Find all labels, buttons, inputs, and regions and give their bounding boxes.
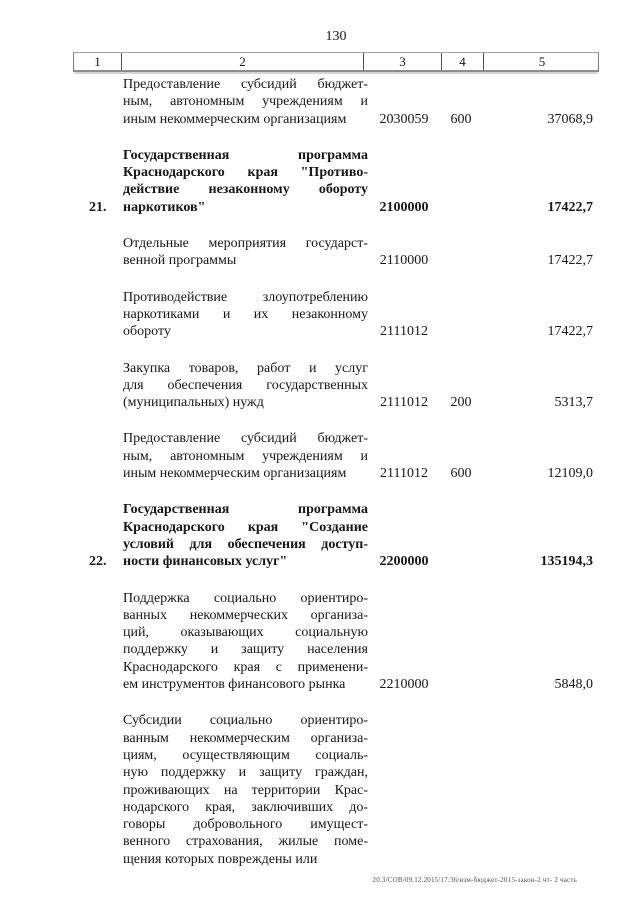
row-target-code: 2100000 <box>379 199 429 215</box>
description-line: ным, автономным учреждениям и <box>123 448 368 464</box>
description-line: иным некоммерческим организациям <box>123 466 347 482</box>
description-line: Краснодарского края "Противо- <box>123 165 368 181</box>
description-line: ванным некоммерческим организа- <box>123 730 368 746</box>
description-line: Государственная программа <box>123 147 368 163</box>
description-line: Предоставление субсидий бюджет- <box>123 77 368 92</box>
table-body <box>0 76 640 887</box>
description-line: циям, осуществляющим социаль- <box>123 747 368 763</box>
description-line: наркотиками и их незаконному <box>123 306 368 322</box>
description-line: ций, оказывающих социальную <box>123 625 368 641</box>
description-line: ным, автономным учреждениям и <box>123 94 368 110</box>
row-description <box>123 235 368 270</box>
row-amount: 135194,3 <box>540 554 593 570</box>
description-line: щения которых повреждены или <box>123 851 318 867</box>
description-line: условий для обеспечения доступ- <box>123 536 368 552</box>
row-amount: 5313,7 <box>554 395 593 411</box>
row-expense-type: 200 <box>450 395 472 411</box>
description-line: ности финансовых услуг" <box>123 554 288 570</box>
description-line: Поддержка социально ориентиро- <box>123 590 368 606</box>
table-row <box>0 147 640 216</box>
description-line: иным некоммерческим организациям <box>123 111 347 127</box>
description-line: нодарского края, заключивших до- <box>123 799 368 815</box>
description-line: действие незаконному обороту <box>123 182 368 198</box>
header-cell-3: 3 <box>363 53 441 70</box>
table-row <box>0 712 640 868</box>
row-description <box>123 501 368 570</box>
row-amount: 12109,0 <box>547 466 593 482</box>
description-line: Отдельные мероприятия государст- <box>123 236 368 252</box>
row-amount: 17422,7 <box>547 324 593 340</box>
description-line: ванных некоммерческих организа- <box>123 607 368 623</box>
table-row <box>0 76 640 128</box>
row-description <box>123 289 368 341</box>
row-target-code: 2210000 <box>379 677 429 693</box>
description-line: наркотиков" <box>123 199 206 215</box>
header-cell-1: 1 <box>94 54 101 69</box>
row-target-code: 2200000 <box>379 554 429 570</box>
description-line: венного страхования, жилые поме- <box>123 834 368 850</box>
footer-stamp: 20.3/СОВ/09.12.2015/17:36/изм-бюджет-2015-закон-2 чт- 2 часть <box>372 876 577 884</box>
row-number: 22. <box>89 554 107 570</box>
description-line: Субсидии социально ориентиро- <box>123 713 368 729</box>
row-amount: 5848,0 <box>554 677 593 693</box>
row-description <box>123 430 368 482</box>
row-description <box>123 590 368 694</box>
row-expense-type: 600 <box>450 111 472 127</box>
row-description <box>123 360 368 412</box>
table-row <box>0 430 640 482</box>
row-target-code: 2030059 <box>379 111 429 127</box>
description-line: ную поддержку и защиту граждан, <box>123 765 368 781</box>
table-column-header <box>73 52 599 72</box>
description-line: Краснодарского края "Создание <box>123 519 368 535</box>
row-target-code: 2111012 <box>380 395 428 411</box>
description-line: Закупка товаров, работ и услуг <box>123 360 368 376</box>
description-line: Государственная программа <box>123 502 368 518</box>
page-number: 130 <box>325 29 347 44</box>
description-line: Краснодарского края с применени- <box>123 659 368 675</box>
description-line: Противодействие злоупотреблению <box>123 289 368 305</box>
row-description <box>123 76 368 128</box>
description-line: (муниципальных) нужд <box>123 395 264 411</box>
header-cell-4: 4 <box>441 53 483 70</box>
row-expense-type: 600 <box>450 466 472 482</box>
row-description <box>123 712 368 868</box>
description-line: венной программы <box>123 253 237 269</box>
table-row <box>0 235 640 270</box>
description-line: Предоставление субсидий бюджет- <box>123 431 368 447</box>
row-target-code: 2111012 <box>380 466 428 482</box>
table-row <box>0 590 640 694</box>
header-cell-2: 2 <box>121 53 363 70</box>
table-row <box>0 289 640 341</box>
description-line: говоры добровольного имущест- <box>123 817 368 833</box>
header-cell-5: 5 <box>483 53 600 70</box>
row-description <box>123 147 368 216</box>
description-line: обороту <box>123 324 171 340</box>
row-amount: 17422,7 <box>547 199 593 215</box>
table-row <box>0 501 640 570</box>
description-line: проживающих на территории Крас- <box>123 782 368 798</box>
description-line: ем инструментов финансового рынка <box>123 677 346 693</box>
description-line: поддержку и защиту населения <box>123 642 368 658</box>
description-line: для обеспечения государственных <box>123 377 368 393</box>
row-target-code: 2111012 <box>380 324 428 340</box>
row-number: 21. <box>89 199 107 215</box>
row-amount: 37068,9 <box>547 111 593 127</box>
row-amount: 17422,7 <box>547 253 593 269</box>
table-row <box>0 360 640 412</box>
row-target-code: 2110000 <box>379 253 429 269</box>
